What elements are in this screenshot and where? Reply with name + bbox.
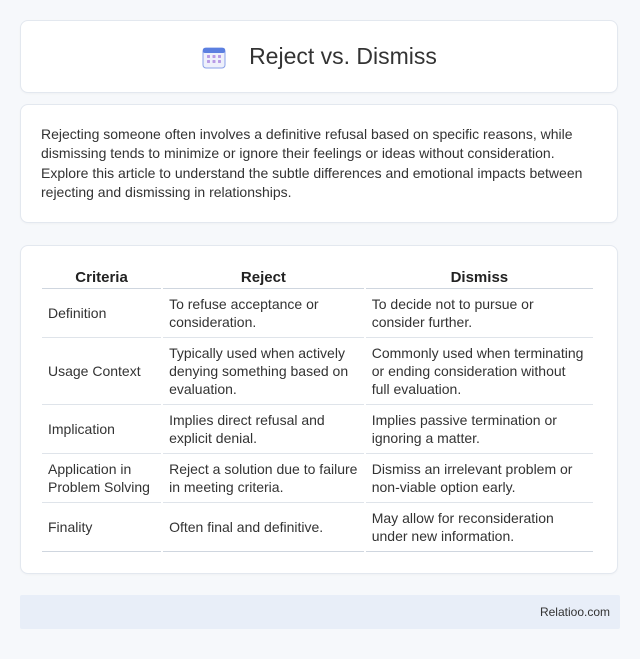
header-dismiss: Dismiss: [366, 264, 593, 289]
header-reject: Reject: [163, 264, 364, 289]
reject-cell: Often final and definitive.: [163, 503, 364, 552]
comparison-table: [40, 264, 595, 552]
comparison-card: [20, 245, 618, 574]
dismiss-cell: To decide not to pursue or consider further.: [366, 289, 593, 338]
table-row: [42, 503, 593, 552]
table-row: [42, 338, 593, 405]
intro-card: [20, 104, 618, 223]
criteria-cell: Implication: [42, 405, 161, 454]
dismiss-cell: Commonly used when terminating or ending consideration without full evaluation.: [366, 338, 593, 405]
criteria-cell: Definition: [42, 289, 161, 338]
criteria-cell: Finality: [42, 503, 161, 552]
table-header-row: [42, 264, 593, 289]
reject-cell: Typically used when actively denying something based on evaluation.: [163, 338, 364, 405]
footer-brand: Relatioo.com: [539, 605, 610, 619]
calendar-grid-icon: [201, 44, 227, 70]
dismiss-cell: Implies passive termination or ignoring a matter.: [366, 405, 593, 454]
dismiss-cell: Dismiss an irrelevant problem or non-viable option early.: [366, 454, 593, 503]
header-criteria: Criteria: [42, 264, 161, 289]
reject-cell: Implies direct refusal and explicit denial.: [163, 405, 364, 454]
table-row: [42, 454, 593, 503]
criteria-cell: Application in Problem Solving: [42, 454, 161, 503]
title-card: [20, 20, 618, 93]
dismiss-cell: May allow for reconsideration under new information.: [366, 503, 593, 552]
page-title: Reject vs. Dismiss: [249, 43, 437, 69]
intro-text: Rejecting someone often involves a definitive refusal based on specific reasons, while dismissing tends to minimize or ignore their feelings or ideas without consideration. Explore this article to understand the subtle differences and emotional impacts between rejecting and dismissing in relationships.: [41, 126, 583, 200]
reject-cell: To refuse acceptance or consideration.: [163, 289, 364, 338]
footer-bar: [20, 595, 620, 629]
reject-cell: Reject a solution due to failure in meeting criteria.: [163, 454, 364, 503]
table-row: [42, 405, 593, 454]
criteria-cell: Usage Context: [42, 338, 161, 405]
table-row: [42, 289, 593, 338]
